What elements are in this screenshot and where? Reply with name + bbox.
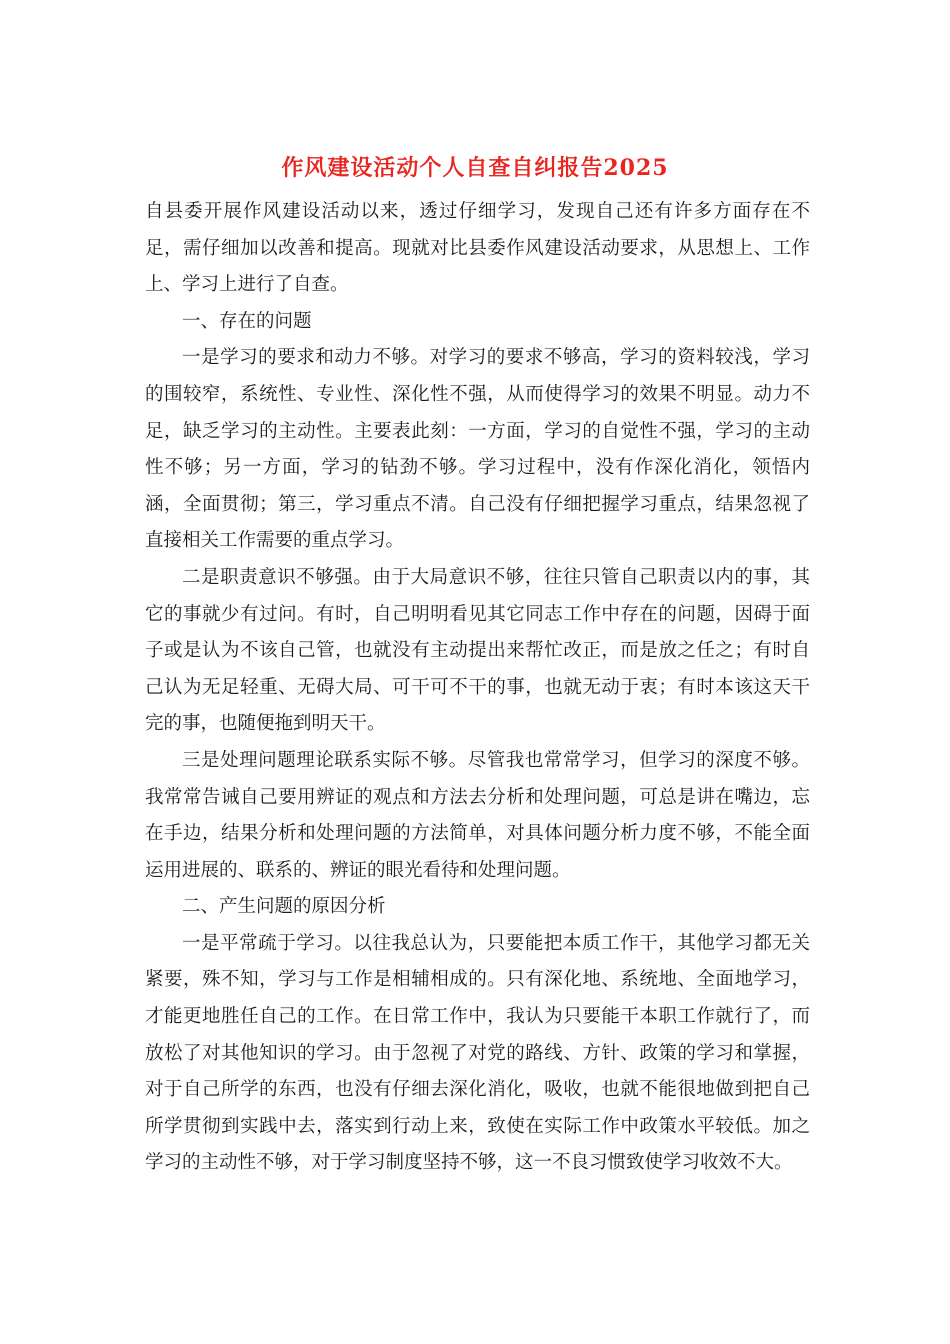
section-heading-problems: 一、存在的问题 xyxy=(182,310,312,332)
intro-paragraph: 自县委开展作风建设活动以来，透过仔细学习，发现自己还有许多方面存在不足，需仔细加以改善和提高。现就对比县委作风建设活动要求，从思想上、工作上、学习上进行了自查。 xyxy=(145,201,810,296)
problem-paragraph-3: 三是处理问题理论联系实际不够。尽管我也常常学习，但学习的深度不够。我常常告诫自己要用辨证的观点和方法去分析和处理问题，可总是讲在嘴边，忘在手边，结果分析和处理问题的方法简单，对具体问题分析力度不够，不能全面运用进展的、联系的、辨证的眼光看待和处理问题。 xyxy=(145,749,810,881)
section-heading-causes: 二、产生问题的原因分析 xyxy=(182,896,386,918)
problem-paragraph-2: 二是职责意识不够强。由于大局意识不够，往往只管自己职责以内的事，其它的事就少有过问。有时，自己明明看见其它同志工作中存在的问题，因碍于面子或是认为不该自己管，也就没有主动提出来帮忙改正，而是放之任之；有时自己认为无足轻重、无碍大局、可干可不干的事，也就无动于衷；有时本该这天干完的事，也随便拖到明天干。 xyxy=(145,566,810,735)
document-body xyxy=(145,194,810,1182)
document-title: 作风建设活动个人自查自纠报告2025 xyxy=(281,155,669,181)
problem-paragraph-1: 一是学习的要求和动力不够。对学习的要求不够高，学习的资料较浅，学习的围较窄，系统性、专业性、深化性不强，从而使得学习的效果不明显。动力不足，缺乏学习的主动性。主要表此刻：一方面，学习的自觉性不强，学习的主动性不够；另一方面，学习的钻劲不够。学习过程中，没有作深化消化，领悟内涵，全面贯彻；第三，学习重点不清。自己没有仔细把握学习重点，结果忽视了直接相关工作需要的重点学习。 xyxy=(145,347,810,552)
cause-paragraph-1: 一是平常疏于学习。以往我总认为，只要能把本质工作干，其他学习都无关紧要，殊不知，学习与工作是相辅相成的。只有深化地、系统地、全面地学习，才能更地胜任自己的工作。在日常工作中，我认为只要能干本职工作就行了，而放松了对其他知识的学习。由于忽视了对党的路线、方针、政策的学习和掌握，对于自己所学的东西，也没有仔细去深化消化，吸收，也就不能很地做到把自己所学贯彻到实践中去，落实到行动上来，致使在实际工作中政策水平较低。加之学习的主动性不够，对于学习制度坚持不够，这一不良习惯致使学习收效不大。 xyxy=(145,932,810,1174)
